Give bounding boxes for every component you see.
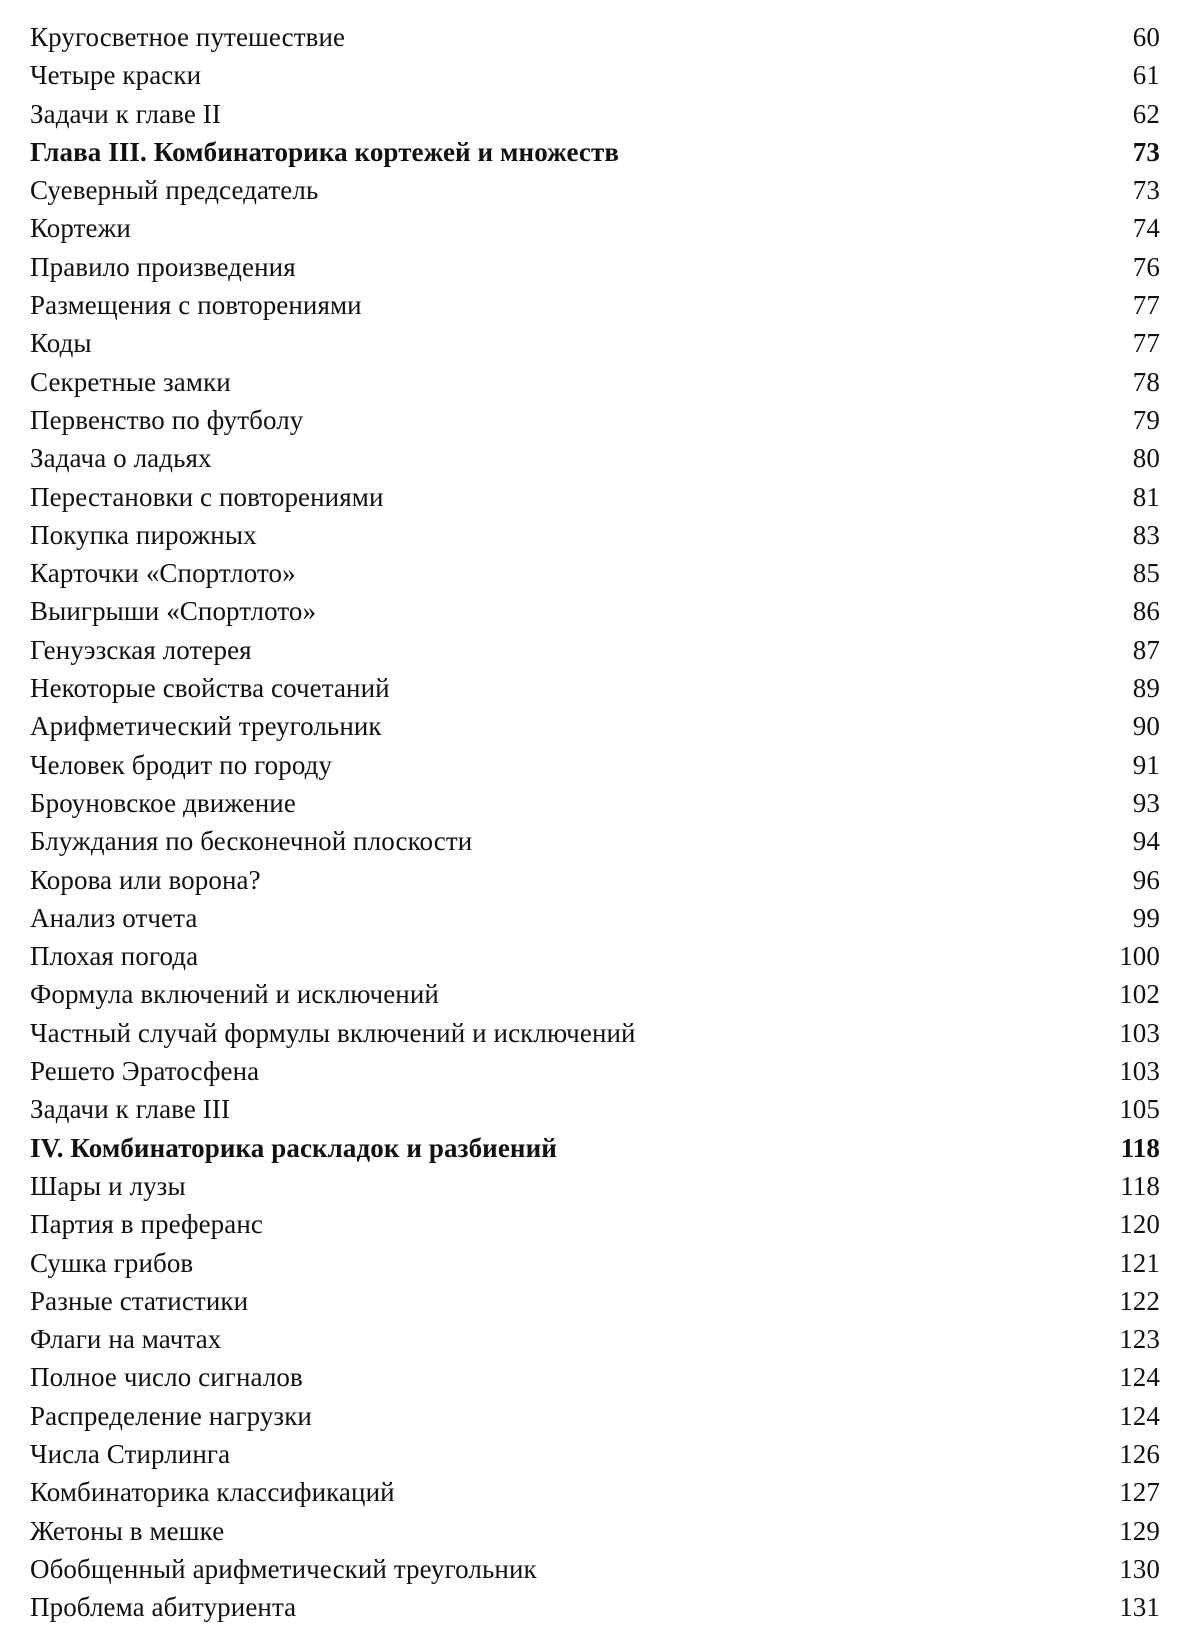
toc-entry-title: Перестановки с повторениями <box>30 481 384 512</box>
toc-entry-title: Блуждания по бесконечной плоскости <box>30 826 473 857</box>
toc-entry <box>30 1512 1160 1550</box>
toc-entry-page-number: 77 <box>1132 290 1160 321</box>
toc-entry-page-number: 86 <box>1132 596 1160 627</box>
toc-entry-page-number: 99 <box>1132 902 1160 933</box>
toc-entry <box>30 592 1160 630</box>
toc-entry-title: Глава III. Комбинаторика кортежей и множеств <box>30 136 619 167</box>
toc-entry-title: Жетоны в мешке <box>30 1515 225 1546</box>
toc-entry-title: Разные статистики <box>30 1285 249 1316</box>
toc-entry-page-number: 118 <box>1120 1170 1160 1201</box>
toc-entry <box>30 1320 1160 1358</box>
toc-entry-page-number: 130 <box>1119 1553 1160 1584</box>
toc-entry <box>30 822 1160 860</box>
toc-entry-page-number: 79 <box>1132 404 1160 435</box>
toc-entry-page-number: 122 <box>1119 1285 1160 1316</box>
toc-entry-title: Суеверный председатель <box>30 175 319 206</box>
toc-entry-title: Анализ отчета <box>30 902 198 933</box>
toc-entry-page-number: 103 <box>1119 1056 1160 1087</box>
toc-entry <box>30 975 1160 1013</box>
toc-entry-title: IV. Комбинаторика раскладок и разбиений <box>30 1132 557 1163</box>
toc-entry-title: Секретные замки <box>30 366 231 397</box>
toc-entry <box>30 861 1160 899</box>
toc-entry <box>30 746 1160 784</box>
toc-entry-page-number: 124 <box>1119 1400 1160 1431</box>
toc-entry-page-number: 121 <box>1119 1247 1160 1278</box>
toc-entry-page-number: 123 <box>1119 1324 1160 1355</box>
toc-entry-page-number: 74 <box>1132 213 1160 244</box>
toc-entry <box>30 56 1160 94</box>
toc-entry <box>30 1205 1160 1243</box>
toc-entry-title: Флаги на мачтах <box>30 1324 222 1355</box>
toc-entry-page-number: 118 <box>1120 1132 1160 1163</box>
toc-entry-page-number: 127 <box>1119 1477 1160 1508</box>
toc-entry-title: Размещения с повторениями <box>30 290 362 321</box>
toc-entry <box>30 1397 1160 1435</box>
toc-entry <box>30 1473 1160 1511</box>
toc-entry-title: Формула включений и исключений <box>30 979 439 1010</box>
toc-entry-page-number: 73 <box>1132 175 1160 206</box>
table-of-contents <box>30 18 1160 1626</box>
toc-entry-page-number: 78 <box>1132 366 1160 397</box>
toc-entry <box>30 248 1160 286</box>
toc-entry-title: Карточки «Спортлото» <box>30 558 296 589</box>
toc-entry-title: Кортежи <box>30 213 131 244</box>
toc-entry-page-number: 105 <box>1119 1094 1160 1125</box>
toc-entry-page-number: 83 <box>1132 519 1160 550</box>
toc-entry <box>30 899 1160 937</box>
toc-entry-page-number: 80 <box>1132 443 1160 474</box>
toc-entry-title: Коды <box>30 328 92 359</box>
toc-entry-page-number: 103 <box>1119 1017 1160 1048</box>
toc-entry-title: Кругосветное путешествие <box>30 22 346 52</box>
toc-entry <box>30 95 1160 133</box>
toc-entry-title: Арифметический треугольник <box>30 711 382 742</box>
toc-entry-page-number: 62 <box>1132 98 1160 129</box>
toc-entry-title: Обобщенный арифметический треугольник <box>30 1553 537 1584</box>
toc-entry-page-number: 89 <box>1132 673 1160 704</box>
toc-entry-title: Плохая погода <box>30 941 199 972</box>
toc-entry-title: Частный случай формулы включений и исключений <box>30 1017 636 1048</box>
toc-entry <box>30 18 1160 56</box>
toc-entry-title: Правило произведения <box>30 251 296 282</box>
toc-entry-page-number: 131 <box>1119 1592 1160 1623</box>
toc-entry-page-number: 85 <box>1132 558 1160 589</box>
toc-entry <box>30 937 1160 975</box>
toc-entry <box>30 171 1160 209</box>
toc-entry-page-number: 77 <box>1132 328 1160 359</box>
toc-entry-title: Выигрыши «Спортлото» <box>30 596 317 627</box>
toc-entry <box>30 707 1160 745</box>
toc-entry-title: Шары и лузы <box>30 1170 186 1201</box>
toc-entry-title: Задачи к главе II <box>30 98 221 129</box>
toc-entry-page-number: 102 <box>1119 979 1160 1010</box>
toc-entry <box>30 401 1160 439</box>
toc-entry-title: Комбинаторика классификаций <box>30 1477 395 1508</box>
toc-entry <box>30 1052 1160 1090</box>
toc-entry <box>30 516 1160 554</box>
toc-entry-title: Полное число сигналов <box>30 1362 303 1393</box>
toc-entry <box>30 324 1160 362</box>
toc-entry-title: Сушка грибов <box>30 1247 194 1278</box>
toc-entry-page-number: 90 <box>1132 711 1160 742</box>
toc-entry-title: Человек бродит по городу <box>30 749 333 780</box>
toc-entry-page-number: 126 <box>1119 1438 1160 1469</box>
toc-entry-title: Четыре краски <box>30 60 202 91</box>
toc-entry-page-number: 129 <box>1119 1515 1160 1546</box>
toc-entry <box>30 286 1160 324</box>
toc-entry-page-number: 93 <box>1132 787 1160 818</box>
toc-entry-title: Проблема абитуриента <box>30 1592 297 1623</box>
toc-entry-title: Покупка пирожных <box>30 519 257 550</box>
toc-entry <box>30 1282 1160 1320</box>
toc-entry-page-number: 81 <box>1132 481 1160 512</box>
toc-entry <box>30 1014 1160 1052</box>
toc-entry <box>30 1358 1160 1396</box>
toc-entry-page-number: 61 <box>1132 60 1160 91</box>
toc-entry-title: Генуэзская лотерея <box>30 634 252 665</box>
toc-entry-page-number: 100 <box>1119 941 1160 972</box>
toc-entry-title: Первенство по футболу <box>30 404 304 435</box>
toc-entry <box>30 439 1160 477</box>
toc-entry <box>30 1588 1160 1626</box>
toc-entry-title: Партия в преферанс <box>30 1209 264 1240</box>
toc-entry-page-number: 73 <box>1132 136 1160 167</box>
toc-entry <box>30 1244 1160 1282</box>
toc-entry-page-number: 87 <box>1132 634 1160 665</box>
toc-entry-title: Корова или ворона? <box>30 864 261 895</box>
toc-entry <box>30 784 1160 822</box>
toc-entry <box>30 209 1160 247</box>
toc-entry <box>30 478 1160 516</box>
toc-entry-page-number: 60 <box>1132 22 1160 52</box>
toc-entry-page-number: 120 <box>1119 1209 1160 1240</box>
toc-entry-title: Распределение нагрузки <box>30 1400 312 1431</box>
toc-entry-title: Числа Стирлинга <box>30 1438 231 1469</box>
toc-entry-page-number: 124 <box>1119 1362 1160 1393</box>
toc-chapter-heading <box>30 133 1160 171</box>
toc-entry <box>30 363 1160 401</box>
toc-entry <box>30 1167 1160 1205</box>
toc-entry <box>30 1550 1160 1588</box>
toc-chapter-heading <box>30 1129 1160 1167</box>
toc-entry-title: Задачи к главе III <box>30 1094 231 1125</box>
toc-entry-title: Некоторые свойства сочетаний <box>30 673 390 704</box>
toc-entry <box>30 554 1160 592</box>
toc-entry <box>30 631 1160 669</box>
toc-entry <box>30 1435 1160 1473</box>
toc-entry-title: Задача о ладьях <box>30 443 212 474</box>
toc-entry-page-number: 76 <box>1132 251 1160 282</box>
toc-entry-title: Броуновское движение <box>30 787 296 818</box>
toc-entry-title: Решето Эратосфена <box>30 1056 260 1087</box>
toc-entry-page-number: 91 <box>1132 749 1160 780</box>
toc-entry-page-number: 96 <box>1132 864 1160 895</box>
toc-entry-page-number: 94 <box>1132 826 1160 857</box>
toc-entry <box>30 669 1160 707</box>
toc-entry <box>30 1090 1160 1128</box>
